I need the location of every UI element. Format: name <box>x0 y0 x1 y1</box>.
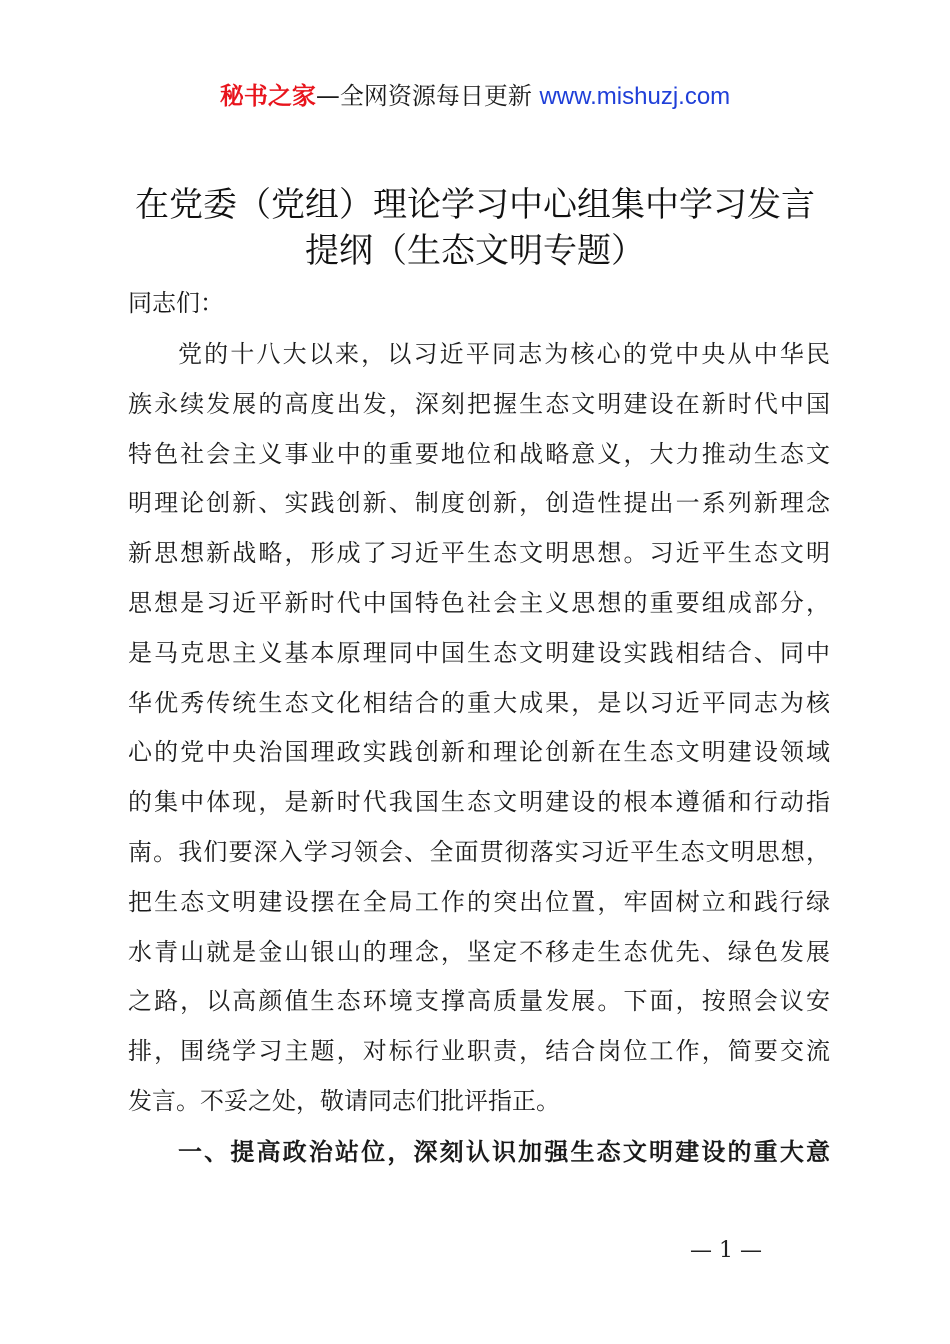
paragraph-line: 华优秀传统生态文化相结合的重大成果，是以习近平同志为核 <box>128 688 830 717</box>
document-title <box>100 182 850 274</box>
paragraph-line: 新思想新战略，形成了习近平生态文明思想。习近平生态文明 <box>128 539 830 568</box>
paragraph-line: 党的十八大以来，以习近平同志为核心的党中央从中华民 <box>178 340 830 368</box>
title-line-2: 提纲（生态文明专题） <box>305 231 645 271</box>
paragraph-line: 把生态文明建设摆在全局工作的突出位置，牢固树立和践行绿 <box>128 887 830 916</box>
paragraph-line: 思想是习近平新时代中国特色社会主义思想的重要组成部分， <box>128 588 830 617</box>
paragraph-line: 之路，以高颜值生态环境支撑高质量发展。下面，按照会议安 <box>128 987 830 1016</box>
paragraph-line: 特色社会主义事业中的重要地位和战略意义，大力推动生态文 <box>128 439 830 468</box>
paragraph-line: 发言。不妥之处，敬请同志们批评指正。 <box>128 1086 560 1115</box>
site-url-link[interactable]: www.mishuzj.com <box>539 83 731 110</box>
site-slogan: —全网资源每日更新 <box>315 82 540 110</box>
section-1-heading: 一、提高政治站位，深刻认识加强生态文明建设的重大意 <box>178 1138 830 1166</box>
site-header <box>0 80 950 113</box>
paragraph-line: 水青山就是金山银山的理念，坚定不移走生态优先、绿色发展 <box>128 937 830 966</box>
paragraph-line: 的集中体现，是新时代我国生态文明建设的根本遵循和行动指 <box>128 788 830 817</box>
paragraph-line: 南。我们要深入学习领会、全面贯彻落实习近平生态文明思想， <box>128 837 830 866</box>
paragraph-1 <box>128 330 830 1127</box>
paragraph-line: 族永续发展的高度出发，深刻把握生态文明建设在新时代中国 <box>128 389 830 418</box>
paragraph-line: 是马克思主义基本原理同中国生态文明建设实践相结合、同中 <box>128 638 830 667</box>
site-brand: 秘书之家 <box>219 82 316 110</box>
salutation: 同志们： <box>128 289 224 317</box>
paragraph-line: 明理论创新、实践创新、制度创新，创造性提出一系列新理念 <box>128 489 830 518</box>
paragraph-line: 心的党中央治国理政实践创新和理论创新在生态文明建设领域 <box>128 738 830 767</box>
paragraph-line: 排，围绕学习主题，对标行业职责，结合岗位工作，简要交流 <box>128 1037 830 1066</box>
page-number: — 1 — <box>690 1238 762 1263</box>
title-line-1: 在党委（党组）理论学习中心组集中学习发言 <box>135 185 815 225</box>
